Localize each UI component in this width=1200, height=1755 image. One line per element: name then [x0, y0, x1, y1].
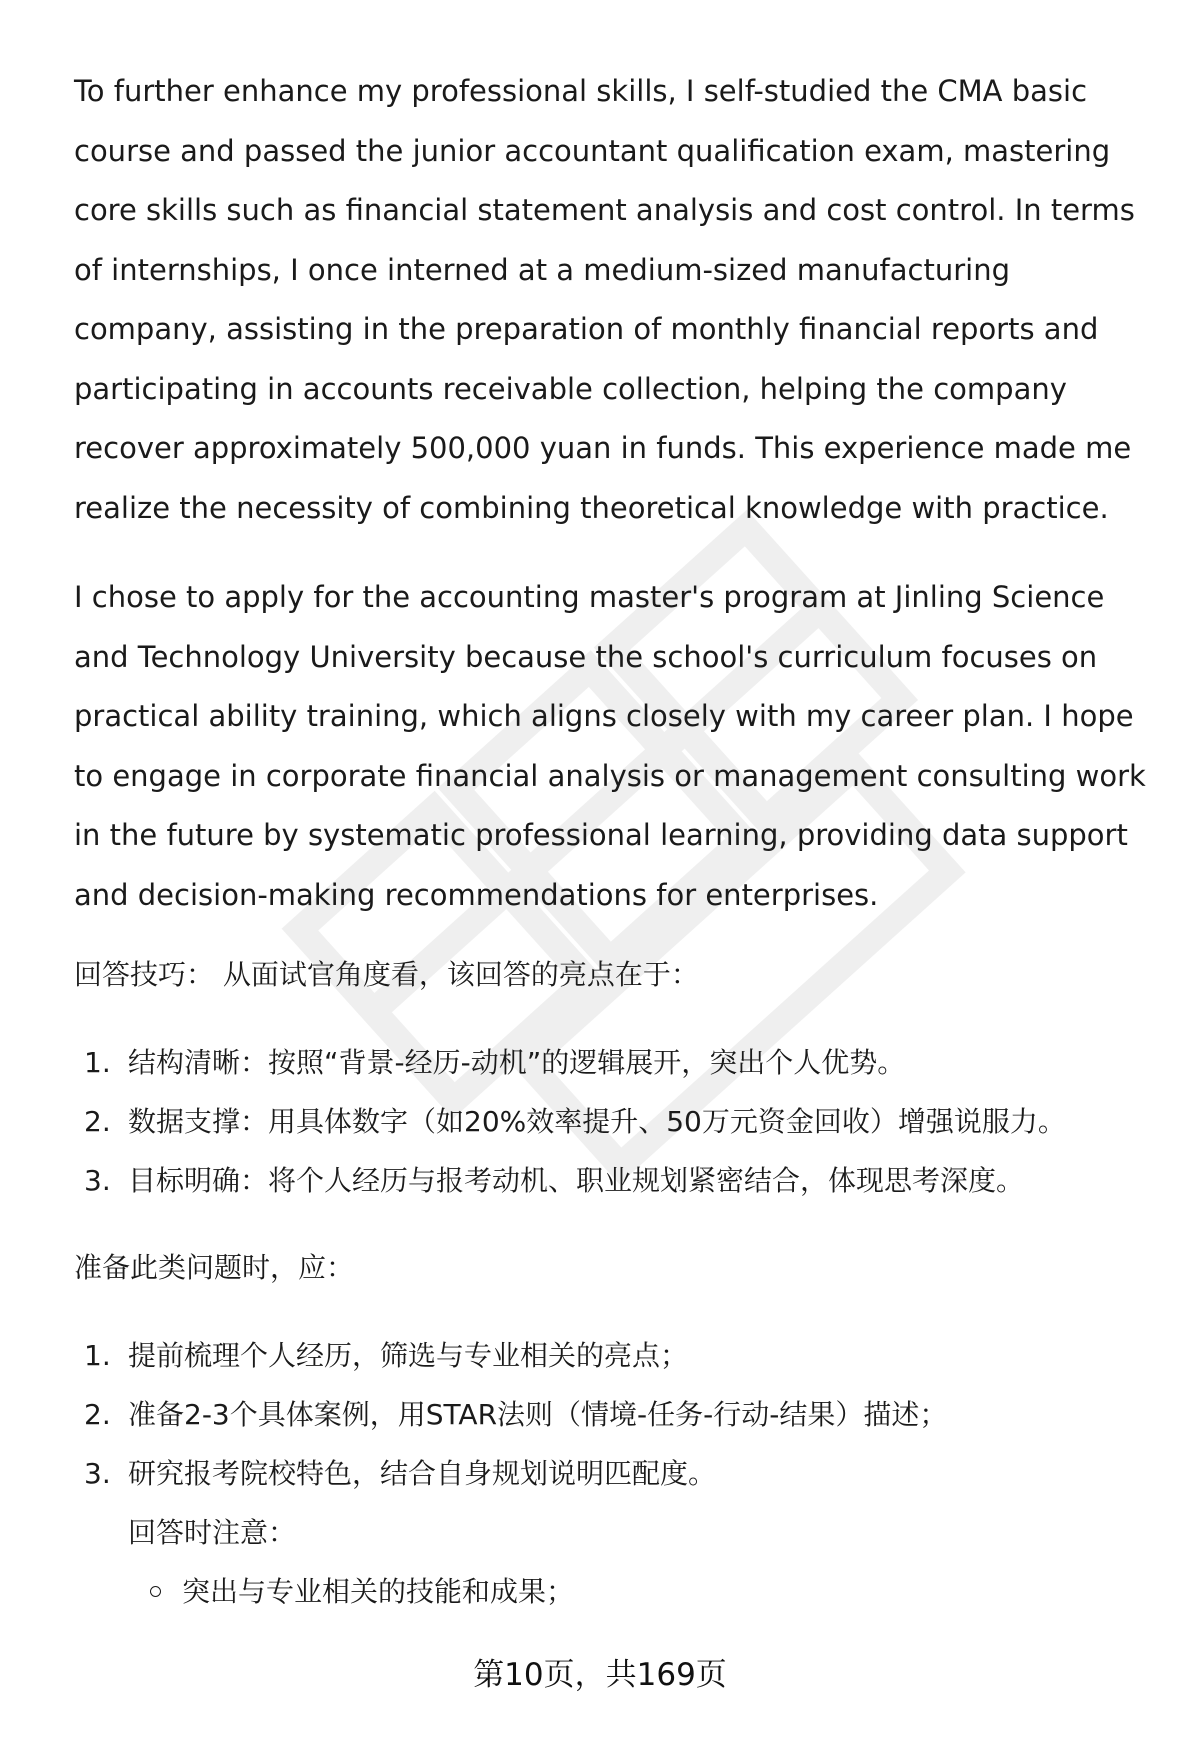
list-number: 2. [84, 1105, 111, 1138]
bullet-item-text: 突出与专业相关的技能和成果； [182, 1575, 575, 1608]
list-number: 1. [84, 1046, 111, 1079]
list-item [74, 1326, 1154, 1385]
bullet-item [182, 1562, 1154, 1621]
tips-list [74, 1033, 1154, 1210]
list-item-text: 结构清晰：按照“背景-经历-动机”的逻辑展开，突出个人优势。 [128, 1046, 906, 1079]
prep-list [74, 1326, 1154, 1503]
document-page [74, 62, 1154, 1621]
list-item-text: 目标明确：将个人经历与报考动机、职业规划紧密结合，体现思考深度。 [128, 1164, 1025, 1197]
list-item [74, 1385, 1154, 1444]
tips-label: 回答技巧： 从面试官角度看，该回答的亮点在于： [74, 958, 699, 991]
list-item [74, 1444, 1154, 1503]
list-item-text: 数据支撑：用具体数字（如20%效率提升、50万元资金回收）增强说服力。 [128, 1105, 1066, 1138]
list-item-text: 准备2-3个具体案例，用STAR法则（情境-任务-行动-结果）描述； [128, 1398, 948, 1431]
body-paragraph: I chose to apply for the accounting master's program at Jinling Science and Technology University because the school's curriculum focuses on practical ability training, which aligns closely with my career plan. I hope to engage in corporate financial analysis or management consulting work in the future by systematic professional learning, providing data support and decision-making recommendations for enterprises. [74, 580, 1146, 912]
list-item-text: 研究报考院校特色，结合自身规划说明匹配度。 [128, 1457, 717, 1490]
list-item [74, 1033, 1154, 1092]
body-paragraph: To further enhance my professional skills, I self-studied the CMA basic course and passed the junior accountant qualification exam, mastering core skills such as financial statement analysis and cost control. In terms of internships, I once interned at a medium-sized manufacturing company, assisting in the preparation of monthly financial reports and participating in accounts receivable collection, helping the company recover approximately 500,000 yuan in funds. This experience made me realize the necessity of combining theoretical knowledge with practice. [74, 74, 1135, 525]
list-item-text: 提前梳理个人经历，筛选与专业相关的亮点； [128, 1339, 689, 1372]
answer-notes-label: 回答时注意： [128, 1516, 297, 1549]
list-number: 3. [84, 1457, 111, 1490]
hollow-circle-bullet-icon [150, 1586, 161, 1597]
answer-notes [74, 1503, 1154, 1621]
list-item [74, 1092, 1154, 1151]
prep-label: 准备此类问题时，应： [74, 1251, 355, 1284]
list-item [74, 1151, 1154, 1210]
list-number: 2. [84, 1398, 111, 1431]
list-number: 3. [84, 1164, 111, 1197]
page-number: 第10页，共169页 [473, 1657, 727, 1693]
answer-notes-list [128, 1562, 1154, 1621]
list-number: 1. [84, 1339, 111, 1372]
